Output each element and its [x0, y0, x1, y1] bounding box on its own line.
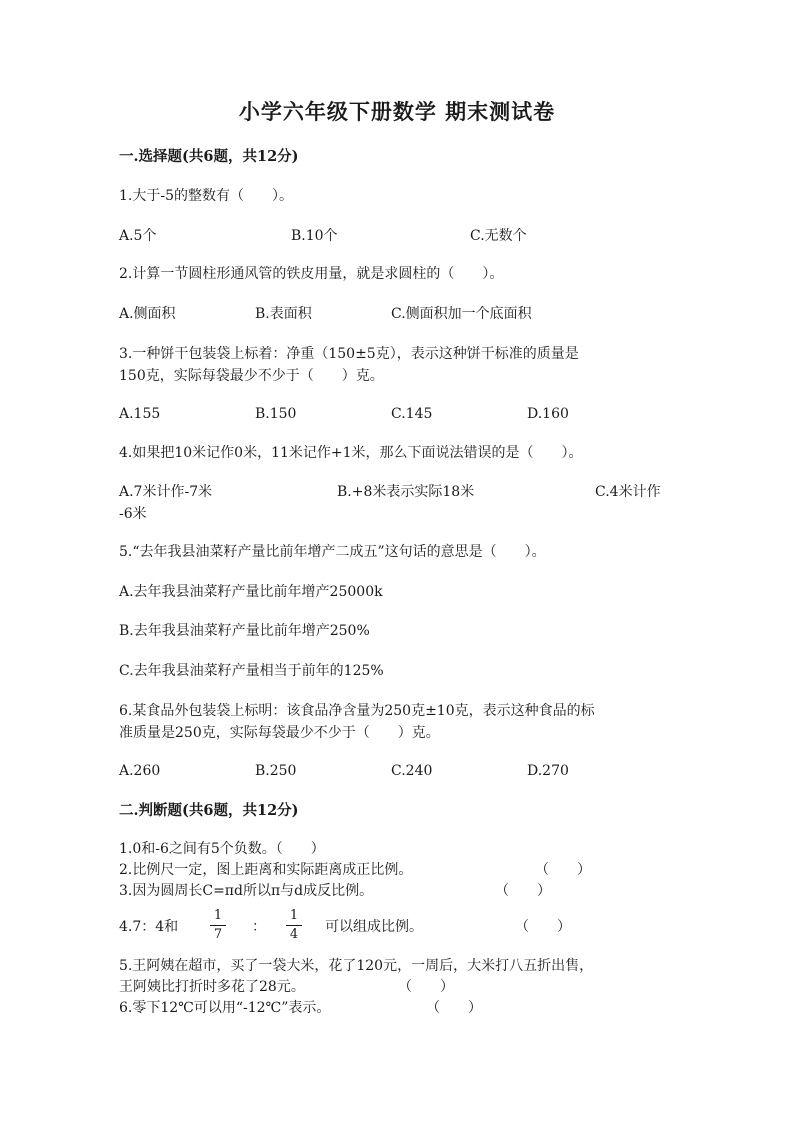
q3-option-b: B.150 [255, 406, 297, 422]
q3-option-c: C.145 [391, 406, 433, 422]
section-heading-choice: 一.选择题(共6题，共12分) [119, 148, 299, 165]
fraction-1-numerator: 1 [213, 908, 223, 923]
judge-6: 6.零下12℃可以用“-12℃”表示。 [119, 1000, 331, 1016]
q1-option-c: C.无数个 [470, 228, 527, 244]
judge-4-suffix: 可以组成比例。 [325, 919, 423, 935]
question-4: 4.如果把10米记作0米，11米记作+1米，那么下面说法错误的是（ ）。 [119, 445, 583, 461]
judge-2: 2.比例尺一定，图上距离和实际距离成正比例。 [119, 862, 413, 878]
fraction-2-numerator: 1 [289, 908, 299, 923]
q2-option-c: C.侧面积加一个底面积 [391, 306, 532, 322]
q6-option-c: C.240 [391, 763, 433, 779]
q5-option-b: B.去年我县油菜籽产量比前年增产250% [119, 623, 370, 639]
q1-option-a: A.5个 [119, 228, 157, 244]
question-6-line1: 6.某食品外包装袋上标明：该食品净含量为250克±10克，表示这种食品的标 [119, 703, 595, 719]
judge-3-answer-paren: （ ） [495, 883, 551, 899]
judge-4-fraction-2 [284, 908, 304, 943]
question-6-line2: 准质量是250克，实际每袋最少不少于（ ）克。 [119, 725, 440, 741]
judge-4-colon: ： [252, 919, 266, 935]
judge-3: 3.因为圆周长C=πd所以π与d成反比例。 [119, 883, 374, 899]
q3-option-d: D.160 [527, 406, 569, 422]
judge-1: 1.0和-6之间有5个负数。（ ） [119, 841, 325, 857]
judge-5-line2: 王阿姨比打折时多花了28元。 [119, 979, 305, 995]
question-1: 1.大于-5的整数有（ ）。 [119, 188, 293, 204]
fraction-1-denominator: 7 [213, 927, 223, 942]
judge-4-prefix: 4.7：4和 [119, 919, 179, 935]
judge-2-answer-paren: （ ） [535, 862, 591, 878]
q2-option-a: A.侧面积 [119, 306, 176, 322]
section-heading-judge: 二.判断题(共6题，共12分) [119, 802, 299, 819]
question-2: 2.计算一节圆柱形通风管的铁皮用量，就是求圆柱的（ ）。 [119, 266, 504, 282]
judge-4-fraction-1 [208, 908, 228, 943]
judge-4-answer-paren: （ ） [515, 919, 571, 935]
q5-option-c: C.去年我县油菜籽产量相当于前年的125% [119, 663, 384, 679]
q4-option-b: B.+8米表示实际18米 [337, 484, 475, 500]
judge-5-line1: 5.王阿姨在超市，买了一袋大米，花了120元，一周后，大米打八五折出售， [119, 958, 594, 974]
q4-option-c-wrap: -6米 [119, 506, 147, 522]
q6-option-a: A.260 [119, 763, 161, 779]
q4-option-c: C.4米计作 [595, 484, 661, 500]
question-3-line1: 3.一种饼干包装袋上标着：净重（150±5克），表示这种饼干标准的质量是 [119, 346, 579, 362]
judge-5-answer-paren: （ ） [398, 979, 454, 995]
judge-6-answer-paren: （ ） [426, 1000, 482, 1016]
question-5: 5.“去年我县油菜籽产量比前年增产二成五”这句话的意思是（ ）。 [119, 544, 546, 560]
q2-option-b: B.表面积 [255, 306, 312, 322]
fraction-2-bar [286, 925, 302, 926]
fraction-1-bar [210, 925, 226, 926]
q6-option-b: B.250 [255, 763, 297, 779]
fraction-2-denominator: 4 [289, 927, 299, 942]
q3-option-a: A.155 [119, 406, 161, 422]
q6-option-d: D.270 [527, 763, 569, 779]
q4-option-a: A.7米计作-7米 [119, 484, 213, 500]
q5-option-a: A.去年我县油菜籽产量比前年增产25000k [119, 584, 383, 600]
page-title: 小学六年级下册数学 期末测试卷 [238, 99, 556, 124]
q1-option-b: B.10个 [291, 228, 338, 244]
question-3-line2: 150克，实际每袋最少不少于（ ）克。 [119, 368, 384, 384]
